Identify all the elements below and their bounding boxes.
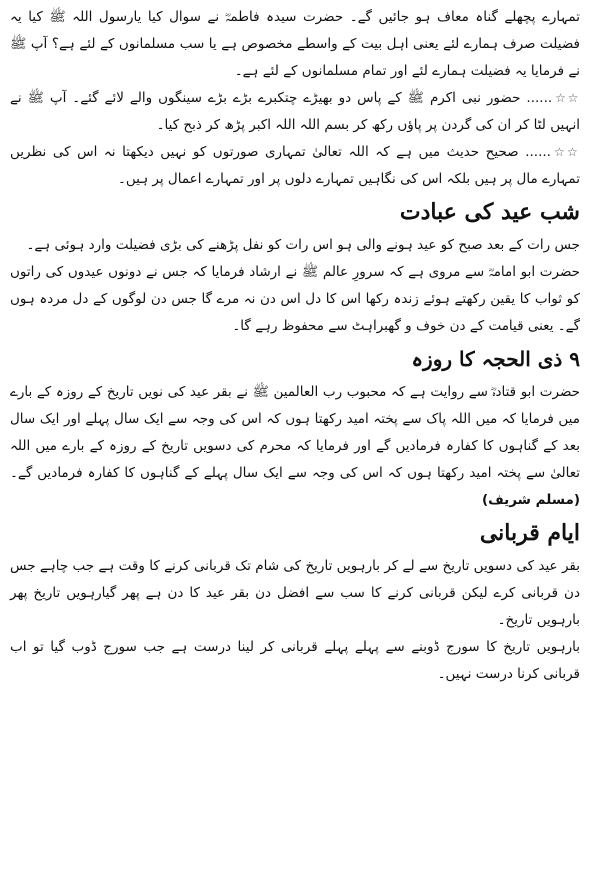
hadith-paragraph-1 <box>10 85 580 139</box>
intro-paragraph: تمہارے پچھلے گناہ معاف ہو جائیں گے۔ حضرت سیدہ فاطمہؓ نے سوال کیا یارسول اللہ ﷺ کیا یہ فضیلت صرف ہمارے لئے یعنی اہل بیت کے واسطے مخصوص ہے یا سب مسلمانوں کے لئے ہے؟ آپ ﷺ نے فرمایا یہ فضیلت ہمارے لئے اور تمام مسلمانوں کے لئے ہے۔ <box>10 9 580 79</box>
hadith-paragraph-2-text: ...... صحیح حدیث میں ہے کہ اللہ تعالیٰ تمہاری صورتوں کو نہیں دیکھتا نہ اس کی نظریں تمہارے مال پر ہیں بلکہ اس کی نگاہیں تمہارے دلوں پر اور تمہارے اعمال پر ہیں۔ <box>10 144 580 187</box>
heading-eid-night-worship: شب عید کی عبادت <box>399 199 580 225</box>
hadith-paragraph-2 <box>10 139 580 193</box>
eid-night-paragraph-2: حضرت ابو امامہؓ سے مروی ہے کہ سرورِ عالم ﷺ نے ارشاد فرمایا کہ جس نے دونوں عیدوں کی راتوں کو ثواب کا یقین رکھتے ہوئے زندہ رکھا اس کا دل اس دن نہ مرے گا جس دن لوگوں کے دل مردہ ہوں گے۔ یعنی قیامت کے دن خوف و گھبراہٹ سے محفوظ رہے گا۔ <box>10 264 580 334</box>
sacrifice-paragraph-1: بقر عید کی دسویں تاریخ سے لے کر بارہویں تاریخ کی شام تک قربانی کرنے کا وقت ہے جب چاہے جس دن قربانی کرے لیکن قربانی کرنے کا سب سے افضل دن بقر عید کا دن ہے پھر گیارہویں تاریخ پھر بارہویں تاریخ۔ <box>10 558 580 628</box>
eid-night-paragraph-1: جس رات کے بعد صبح کو عید ہونے والی ہو اس رات کو نفل پڑھنے کی بڑی فضیلت وارد ہوئی ہے۔ <box>26 237 580 253</box>
sacrifice-paragraph-2: بارہویں تاریخ کا سورج ڈوبنے سے پہلے پہلے قربانی کر لینا درست ہے جب سورج ڈوب گیا تو اب قربانی کرنا درست نہیں۔ <box>10 639 580 682</box>
heading-dhul-hijjah-fast: ۹ ذی الحجہ کا روزہ <box>411 347 580 371</box>
dhul-hijjah-paragraph-text: حضرت ابو قتادہؓ سے روایت ہے کہ محبوب رب العالمین ﷺ نے بقر عید کی نویں تاریخ کے روزہ کے بارے میں فرمایا کہ میں اللہ پاک سے پختہ امید رکھتا ہوں کہ اس کی وجہ سے ایک سال پہلے اور ایک سال بعد کے گناہوں کا کفارہ فرمادیں گے اور فرمایا کہ محرم کی دسویں تاریخ کے روزہ کے بارے میں اللہ تعالیٰ سے پختہ امید رکھتا ہوں کہ اس کی وجہ سے ایک سال پہلے کے گناہوں کا کفارہ فرمادیں گے۔ <box>10 384 580 481</box>
dhul-hijjah-paragraph <box>10 379 580 514</box>
reference-citation: (مسلم شریف) <box>481 492 580 508</box>
heading-days-of-sacrifice: ایام قربانی <box>479 520 580 546</box>
star-ornament-icon: ☆☆ <box>555 91 580 105</box>
hadith-paragraph-1-text: ...... حضور نبی اکرم ﷺ کے پاس دو بھیڑے چتکبرے بڑے بڑے سینگوں والے لائے گئے۔ آپ ﷺ نے انہیں لٹا کر ان کی گردن پر پاؤں رکھ کر بسم اللہ اللہ اکبر پڑھ کر ذبح کیا۔ <box>10 90 580 133</box>
star-ornament-icon: ☆☆ <box>553 145 580 159</box>
